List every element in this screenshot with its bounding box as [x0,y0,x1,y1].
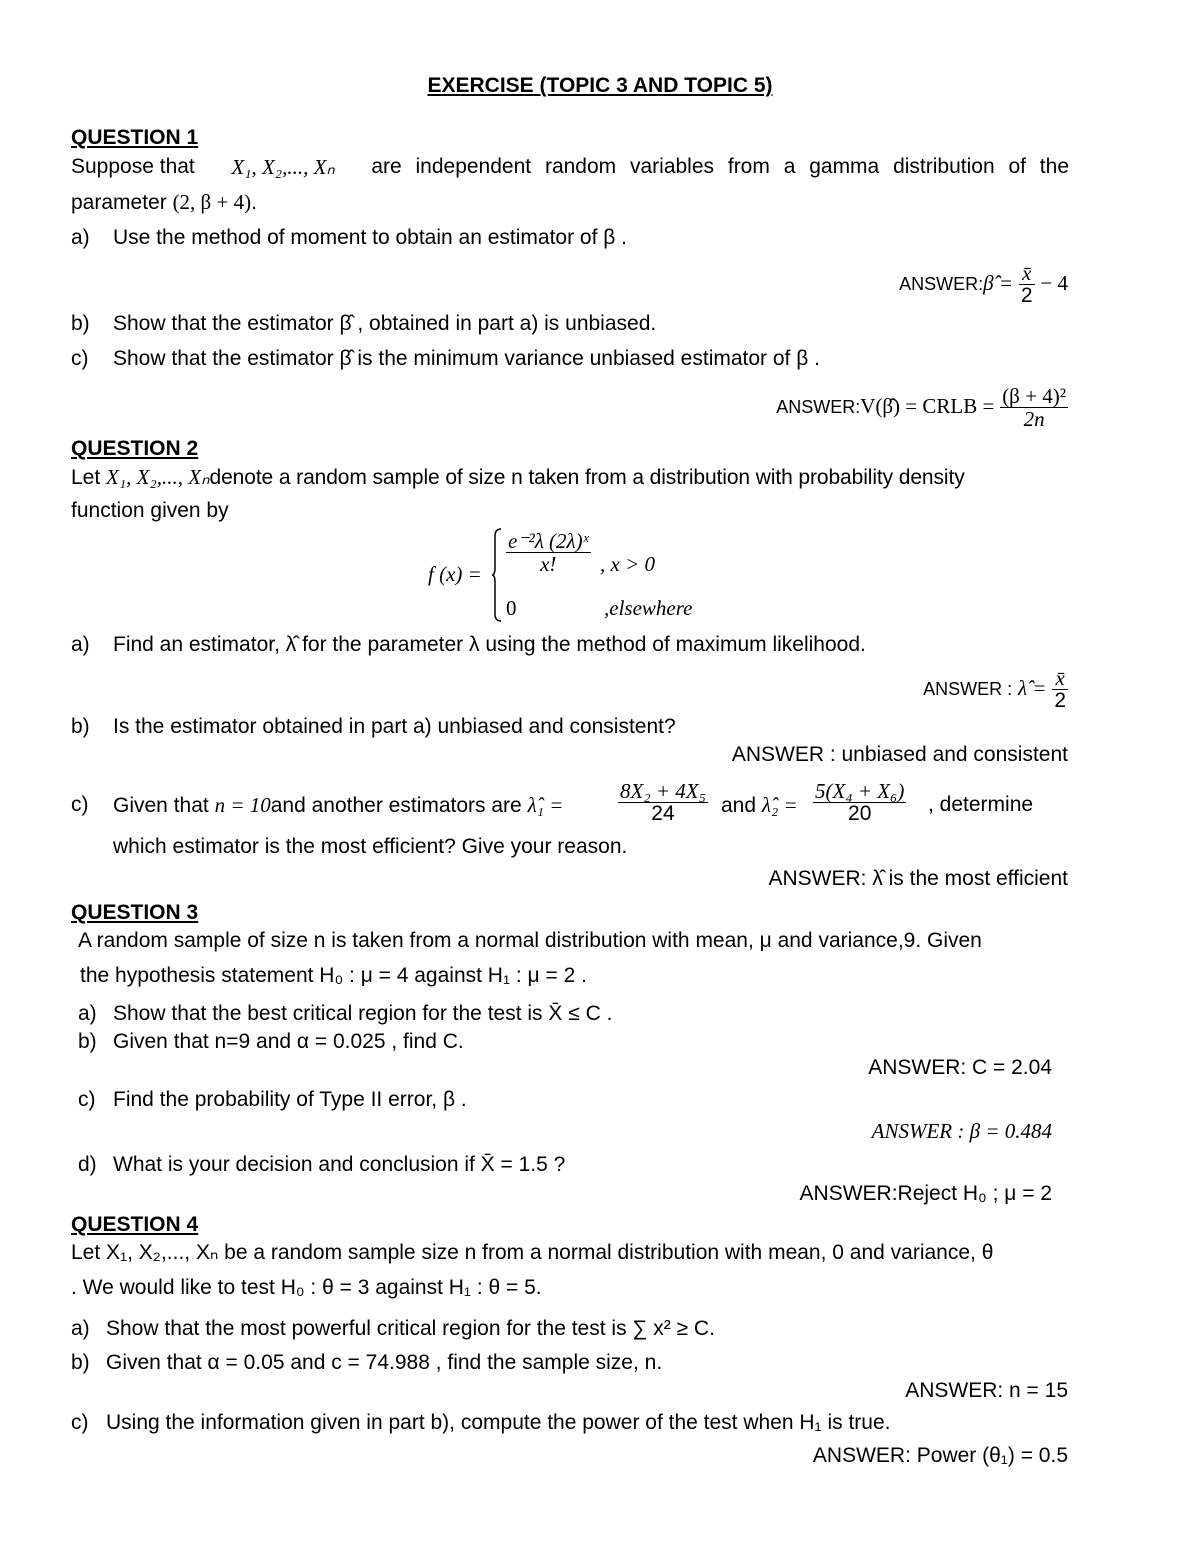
q2-part-a [71,632,866,658]
fraction-denominator: 2 [1020,284,1033,307]
q1-intro-line-2: parameter (2, β + 4). [71,190,257,214]
q2-intro-text-3: function given by [71,499,229,522]
q2-c-answer: ANSWER: λ̂ is the most efficient [768,867,1068,890]
fraction-numerator: 8X₂ + 4X₅ [620,779,706,803]
q2-intro-text-2: denote a random sample of size n taken from a distribution with probability density [209,466,965,489]
q1-intro-line-1 [71,154,1069,180]
q2-c-line-1 [113,792,563,819]
question-1-heading [71,125,198,151]
q2-intro-vars: X₁, X₂,..., Xₙ [106,465,210,489]
question-heading-text: QUESTION 4 [71,1213,199,1236]
left-brace-icon [492,528,502,622]
q2-c-text-1: Given that [113,794,209,817]
part-label: d) [78,1153,97,1176]
question-heading-text: QUESTION 3 [71,901,199,924]
pdf-condition-2: ,elsewhere [604,596,693,620]
fraction-numerator: (β + 4)² [1002,384,1066,408]
q4-b-text: Given that α = 0.05 and c = 74.988 , find the sample size, n. [106,1351,663,1374]
fraction-numerator: e⁻²λ (2λ)ˣ [508,529,589,553]
q2-c-and: and [721,794,757,817]
q3-part-c [78,1087,467,1113]
pdf-lhs: f (x) = [428,562,482,586]
q1-c-text: Show that the estimator β̂ is the minimum variance unbiased estimator of β . [113,347,820,370]
q3-a-text: Show that the best critical region for the test is X̄ ≤ C . [113,1002,613,1025]
part-label: b) [71,312,90,335]
q3-c-text: Find the probability of Type II error, β . [113,1088,467,1111]
q1-intro-vars: X₁, X₂,..., Xₙ [231,155,335,179]
part-label: c) [78,1088,96,1111]
pdf-condition-1: , x > 0 [600,552,655,576]
q2-c-text-2: and another estimators are [270,794,522,817]
part-label: a) [71,1317,90,1340]
q1-b-text: Show that the estimator β̂ , obtained in part a) is unbiased. [113,312,657,335]
answer-lhs: β̂ = [983,271,1014,296]
q4-part-a [71,1316,715,1342]
answer-prefix: ANSWER: [899,274,984,295]
part-label: c) [71,793,89,816]
q3-intro-line-2: the hypothesis statement H₀ : μ = 4 against H₁ : μ = 2 . [80,964,587,987]
q3-c-answer: ANSWER : β = 0.484 [871,1119,1052,1143]
q1-c-answer [776,385,1068,430]
q1-intro-param: (2, β + 4) [172,190,252,214]
q1-intro-text-3: parameter [71,191,167,214]
q4-intro-line-2: . We would like to test H₀ : θ = 3 against H₁ : θ = 5. [71,1276,542,1299]
q4-a-text: Show that the most powerful critical region for the test is ∑ x² ≥ C. [106,1317,715,1340]
q2-a-answer-fraction [1052,667,1068,712]
fraction-denominator: 2 [1054,689,1066,712]
q1-part-b [71,311,657,337]
q1-a-text: Use the method of moment to obtain an estimator of β . [113,226,628,249]
question-3-heading [71,900,198,926]
q4-part-b [71,1350,663,1376]
q2-intro-line-1 [71,464,965,491]
page-title: EXERCISE (TOPIC 3 AND TOPIC 5) [427,74,773,97]
answer-lhs: λ̂ = [1017,676,1047,701]
q3-part-b [78,1029,464,1055]
q1-part-a [71,225,628,251]
q4-c-text: Using the information given in part b), compute the power of the test when H₁ is true. [106,1411,891,1434]
q2-c-text-3: , determine [928,793,1034,816]
answer-prefix: ANSWER: [776,397,861,418]
q4-c-answer: ANSWER: Power (θ₁) = 0.5 [812,1444,1068,1467]
q2-part-b [71,714,676,740]
q1-a-answer [899,262,1068,307]
q1-part-c [71,346,820,372]
fraction-numerator: x̄ [1052,667,1068,690]
part-label: c) [71,1411,89,1434]
pdf-fraction [506,530,591,575]
q2-c-line-1b [721,792,798,819]
part-label: c) [71,347,89,370]
part-label: a) [71,633,90,656]
fraction-denominator: 20 [848,802,872,825]
q2-c-n: n = 10 [214,793,271,817]
q2-intro-line-2 [71,498,229,524]
answer-rest: − 4 [1040,271,1068,296]
q1-c-answer-fraction [1000,385,1068,430]
part-label: a) [71,226,90,249]
q1-a-answer-fraction [1019,262,1035,307]
q3-d-text: What is your decision and conclusion if X̄ = 1.5 ? [113,1153,566,1176]
pdf-zero: 0 [506,596,517,620]
fraction-numerator: x̄ [1019,262,1035,285]
q3-d-answer: ANSWER:Reject H₀ ; μ = 2 [799,1182,1052,1205]
q2-pdf-definition [428,528,728,624]
q1-intro-text-2: are independent random variables from a gamma distribution of the [371,155,1069,178]
q4-intro-line-1: Let X₁, X₂,..., Xₙ be a random sample size n from a normal distribution with mean, 0 and variance, θ [71,1241,994,1264]
q3-b-answer: ANSWER: C = 2.04 [868,1056,1052,1079]
q3-part-d [78,1152,566,1178]
q2-intro-text: Let [71,466,101,489]
question-2-heading [71,436,198,462]
fraction-denominator: 24 [651,802,675,825]
q3-b-text: Given that n=9 and α = 0.025 , find C. [113,1030,464,1053]
q2-a-answer [923,667,1068,712]
q4-b-answer: ANSWER: n = 15 [905,1379,1068,1402]
q2-c-lambda1-fraction [618,780,708,825]
part-label: b) [71,1351,90,1374]
fraction-numerator: 5(X₄ + X₆) [815,779,905,803]
question-4-heading [71,1212,198,1238]
q2-c-lambda2-fraction [813,780,906,825]
part-label: b) [71,715,90,738]
q2-c-line-2: which estimator is the most efficient? Give your reason. [113,835,628,858]
fraction-denominator: x! [540,552,557,576]
q2-b-answer: ANSWER : unbiased and consistent [731,743,1068,766]
q2-a-text: Find an estimator, λ̂ for the parameter λ using the method of maximum likelihood. [113,633,866,656]
q2-b-text: Is the estimator obtained in part a) unbiased and consistent? [113,715,676,738]
answer-prefix: ANSWER : [923,679,1013,700]
part-label: b) [78,1030,97,1053]
fraction-denominator: 2n [1023,407,1045,431]
q3-part-a [78,1001,613,1027]
part-label: a) [78,1002,97,1025]
question-heading-text: QUESTION 1 [71,126,199,149]
q2-c-lambda1: λ̂₁ = [527,793,564,817]
q1-intro-text: Suppose that [71,155,195,178]
q3-intro-line-1: A random sample of size n is taken from a normal distribution with mean, μ and variance,9. Given [78,929,982,952]
question-heading-text: QUESTION 2 [71,437,199,460]
q4-part-c [71,1410,891,1436]
q2-c-lambda2: λ̂₂ = [761,793,798,817]
answer-lhs: V(β̂) = CRLB = [860,394,995,419]
